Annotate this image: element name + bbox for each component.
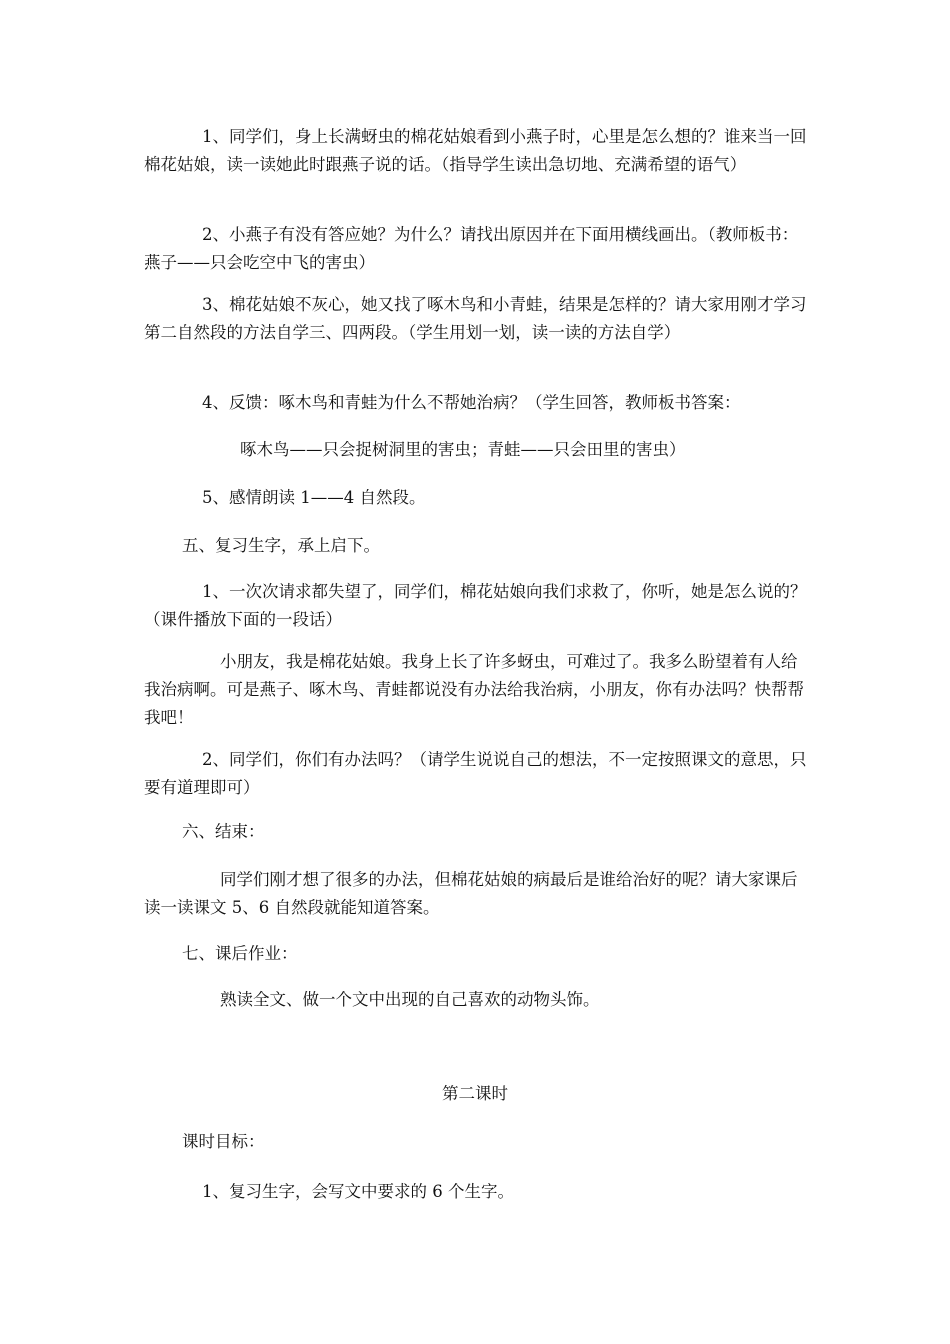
paragraph-step-1: 1、同学们，身上长满蚜虫的棉花姑娘看到小燕子时，心里是怎么想的？谁来当一回棉花姑娘，读一读她此时跟燕子说的话。（指导学生读出急切地、充满希望的语气） [144, 127, 807, 174]
paragraph-step-3: 3、棉花姑娘不灰心，她又找了啄木鸟和小青蛙，结果是怎样的？请大家用刚才学习第二自然段的方法自学三、四两段。（学生用划一划，读一读的方法自学） [144, 295, 807, 342]
paragraph-section5-step-1: 1、一次次请求都失望了，同学们，棉花姑娘向我们求救了，你听，她是怎么说的？（课件播放下面的一段话） [144, 582, 807, 629]
paragraph-step-2: 2、小燕子有没有答应她？为什么？请找出原因并在下面用横线画出。（教师板书：燕子——只会吃空中飞的害虫） [144, 225, 799, 272]
paragraph-ending: 同学们刚才想了很多的办法，但棉花姑娘的病最后是谁给治好的呢？请大家课后读一读课文 5、6 自然段就能知道答案。 [144, 870, 798, 917]
lesson-goal-1: 1、复习生字，会写文中要求的 6 个生字。 [202, 1182, 514, 1201]
lesson-goals-heading: 课时目标： [182, 1132, 265, 1151]
section-heading-7: 七、课后作业： [182, 944, 298, 963]
paragraph-step-4: 4、反馈：啄木鸟和青蛙为什么不帮她治病？（学生回答，教师板书答案： [202, 393, 741, 412]
section-heading-6: 六、结束： [182, 822, 265, 841]
paragraph-step-5: 5、感情朗读 1——4 自然段。 [202, 488, 426, 507]
lesson-title: 第二课时 [442, 1084, 508, 1103]
section-heading-5: 五、复习生字，承上启下。 [182, 536, 380, 555]
paragraph-cotton-girl-speech: 小朋友，我是棉花姑娘。我身上长了许多蚜虫，可难过了。我多么盼望着有人给我治病啊。可是燕子、啄木鸟、青蛙都说没有办法给我治病，小朋友，你有办法吗？快帮帮我吧！ [144, 652, 804, 727]
paragraph-section5-step-2: 2、同学们，你们有办法吗？（请学生说说自己的想法，不一定按照课文的意思，只要有道理即可） [144, 750, 807, 797]
paragraph-board-answer: 啄木鸟——只会捉树洞里的害虫；青蛙——只会田里的害虫） [240, 440, 686, 459]
paragraph-homework: 熟读全文、做一个文中出现的自己喜欢的动物头饰。 [220, 990, 600, 1009]
